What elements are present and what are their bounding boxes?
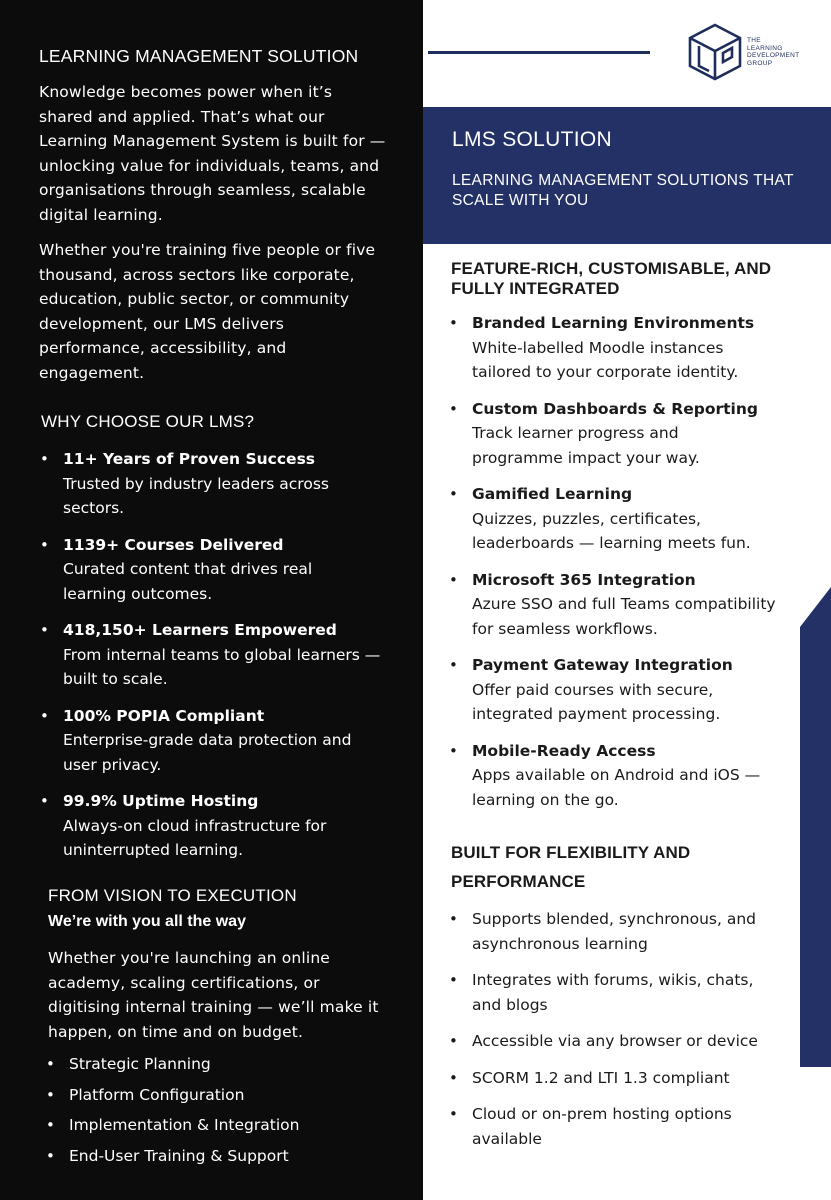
why-item-title: • 418,150+ Learners Empowered (63, 621, 337, 639)
vision-list (46, 1052, 386, 1168)
why-heading: WHY CHOOSE OUR LMS? (41, 412, 255, 431)
list-item: • Platform Configuration (46, 1083, 386, 1108)
list-item: • Strategic Planning (46, 1052, 386, 1077)
list-item: • Cloud or on-prem hosting options available (449, 1102, 749, 1151)
flexibility-heading-line: PERFORMANCE (451, 872, 586, 891)
vision-paragraph: Whether you're launching an online academy, scaling certifications, or digitising internal training — we’ll make it happen, on time and on budget. (48, 949, 379, 1041)
banner-subtitle: LEARNING MANAGEMENT SOLUTIONS THAT SCALE WITH YOU (452, 172, 794, 209)
why-item-title: • 99.9% Uptime Hosting (63, 792, 259, 810)
why-item-desc: Always-on cloud infrastructure for uninterrupted learning. (63, 816, 327, 859)
list-item (40, 618, 390, 692)
feature-desc: Quizzes, puzzles, certificates, leaderboards — learning meets fun. (472, 509, 751, 552)
list-item (449, 653, 794, 727)
list-item (449, 311, 794, 385)
feature-desc: Track learner progress and programme impact your way. (472, 424, 700, 467)
feature-title: • Mobile-Ready Access (472, 741, 656, 760)
logo-text-line: GROUP (747, 59, 773, 67)
vision-subheading: We’re with you all the way (48, 913, 246, 930)
feature-title: • Gamified Learning (472, 485, 633, 503)
list-item (40, 533, 390, 607)
why-list (40, 447, 390, 863)
why-item-title: • 11+ Years of Proven Success (63, 450, 316, 468)
list-item (449, 482, 794, 556)
feature-title: • Payment Gateway Integration (472, 656, 733, 674)
flexibility-list (449, 907, 794, 1151)
list-item (40, 789, 390, 863)
why-item-title: • 1139+ Courses Delivered (63, 535, 284, 554)
vision-heading: FROM VISION TO EXECUTION (48, 886, 297, 905)
feature-title: • Branded Learning Environments (472, 314, 755, 332)
logo-text-line: THE (747, 37, 761, 44)
why-item-desc: Curated content that drives real learning outcomes. (63, 560, 313, 603)
header-divider (428, 51, 650, 54)
list-item (40, 447, 390, 521)
list-item: • SCORM 1.2 and LTI 1.3 compliant (449, 1066, 794, 1091)
why-item-desc: From internal teams to global learners — built to scale. (63, 645, 381, 688)
list-item (449, 568, 794, 642)
list-item: • Supports blended, synchronous, and asynchronous learning (449, 907, 769, 956)
feature-desc: White-labelled Moodle instances tailored to your corporate identity. (472, 338, 739, 381)
decorative-triangle-icon (800, 587, 831, 1067)
intro-heading: LEARNING MANAGEMENT SOLUTION (39, 46, 359, 66)
feature-title: • Custom Dashboards & Reporting (472, 399, 758, 418)
banner-title: LMS SOLUTION (452, 128, 612, 151)
intro-paragraph-2: Whether you're training five people or five thousand, across sectors like corporate, education, public sector, or community development, our LMS delivers performance, accessibility, and engagement. (39, 241, 376, 382)
lms-banner (423, 107, 831, 244)
feature-desc: Azure SSO and full Teams compatibility for seamless workflows. (472, 595, 776, 638)
list-item: • Integrates with forums, wikis, chats, and blogs (449, 968, 769, 1017)
feature-desc: Offer paid courses with secure, integrated payment processing. (472, 680, 721, 723)
list-item (449, 397, 794, 471)
logo-text-line: LEARNING (747, 44, 783, 52)
why-item-desc: Enterprise-grade data protection and user privacy. (63, 731, 352, 774)
why-item-desc: Trusted by industry leaders across sectors. (63, 474, 329, 517)
list-item (449, 739, 794, 813)
intro-paragraph-1: Knowledge becomes power when it’s shared and applied. That’s what our Learning Management System is built for — unlocking value for individuals, teams, and organisations through seamless, scalable digital learning. (39, 83, 386, 224)
feature-title: • Microsoft 365 Integration (472, 570, 696, 589)
list-item: • Accessible via any browser or device (449, 1029, 794, 1054)
tldg-cube-logo-icon (685, 22, 745, 82)
logo-text-line: DEVELOPMENT (747, 52, 800, 60)
features-heading: FEATURE-RICH, CUSTOMISABLE, AND FULLY INTEGRATED (451, 259, 772, 298)
flexibility-heading-line: BUILT FOR FLEXIBILITY AND (451, 843, 691, 862)
feature-desc: Apps available on Android and iOS — learning on the go. (472, 766, 761, 809)
logo-text (747, 37, 817, 67)
list-item: • End-User Training & Support (46, 1144, 386, 1169)
flexibility-heading (451, 838, 796, 896)
why-item-title: • 100% POPIA Compliant (63, 706, 265, 725)
list-item (40, 704, 390, 778)
features-list (449, 311, 794, 812)
list-item: • Implementation & Integration (46, 1113, 386, 1138)
